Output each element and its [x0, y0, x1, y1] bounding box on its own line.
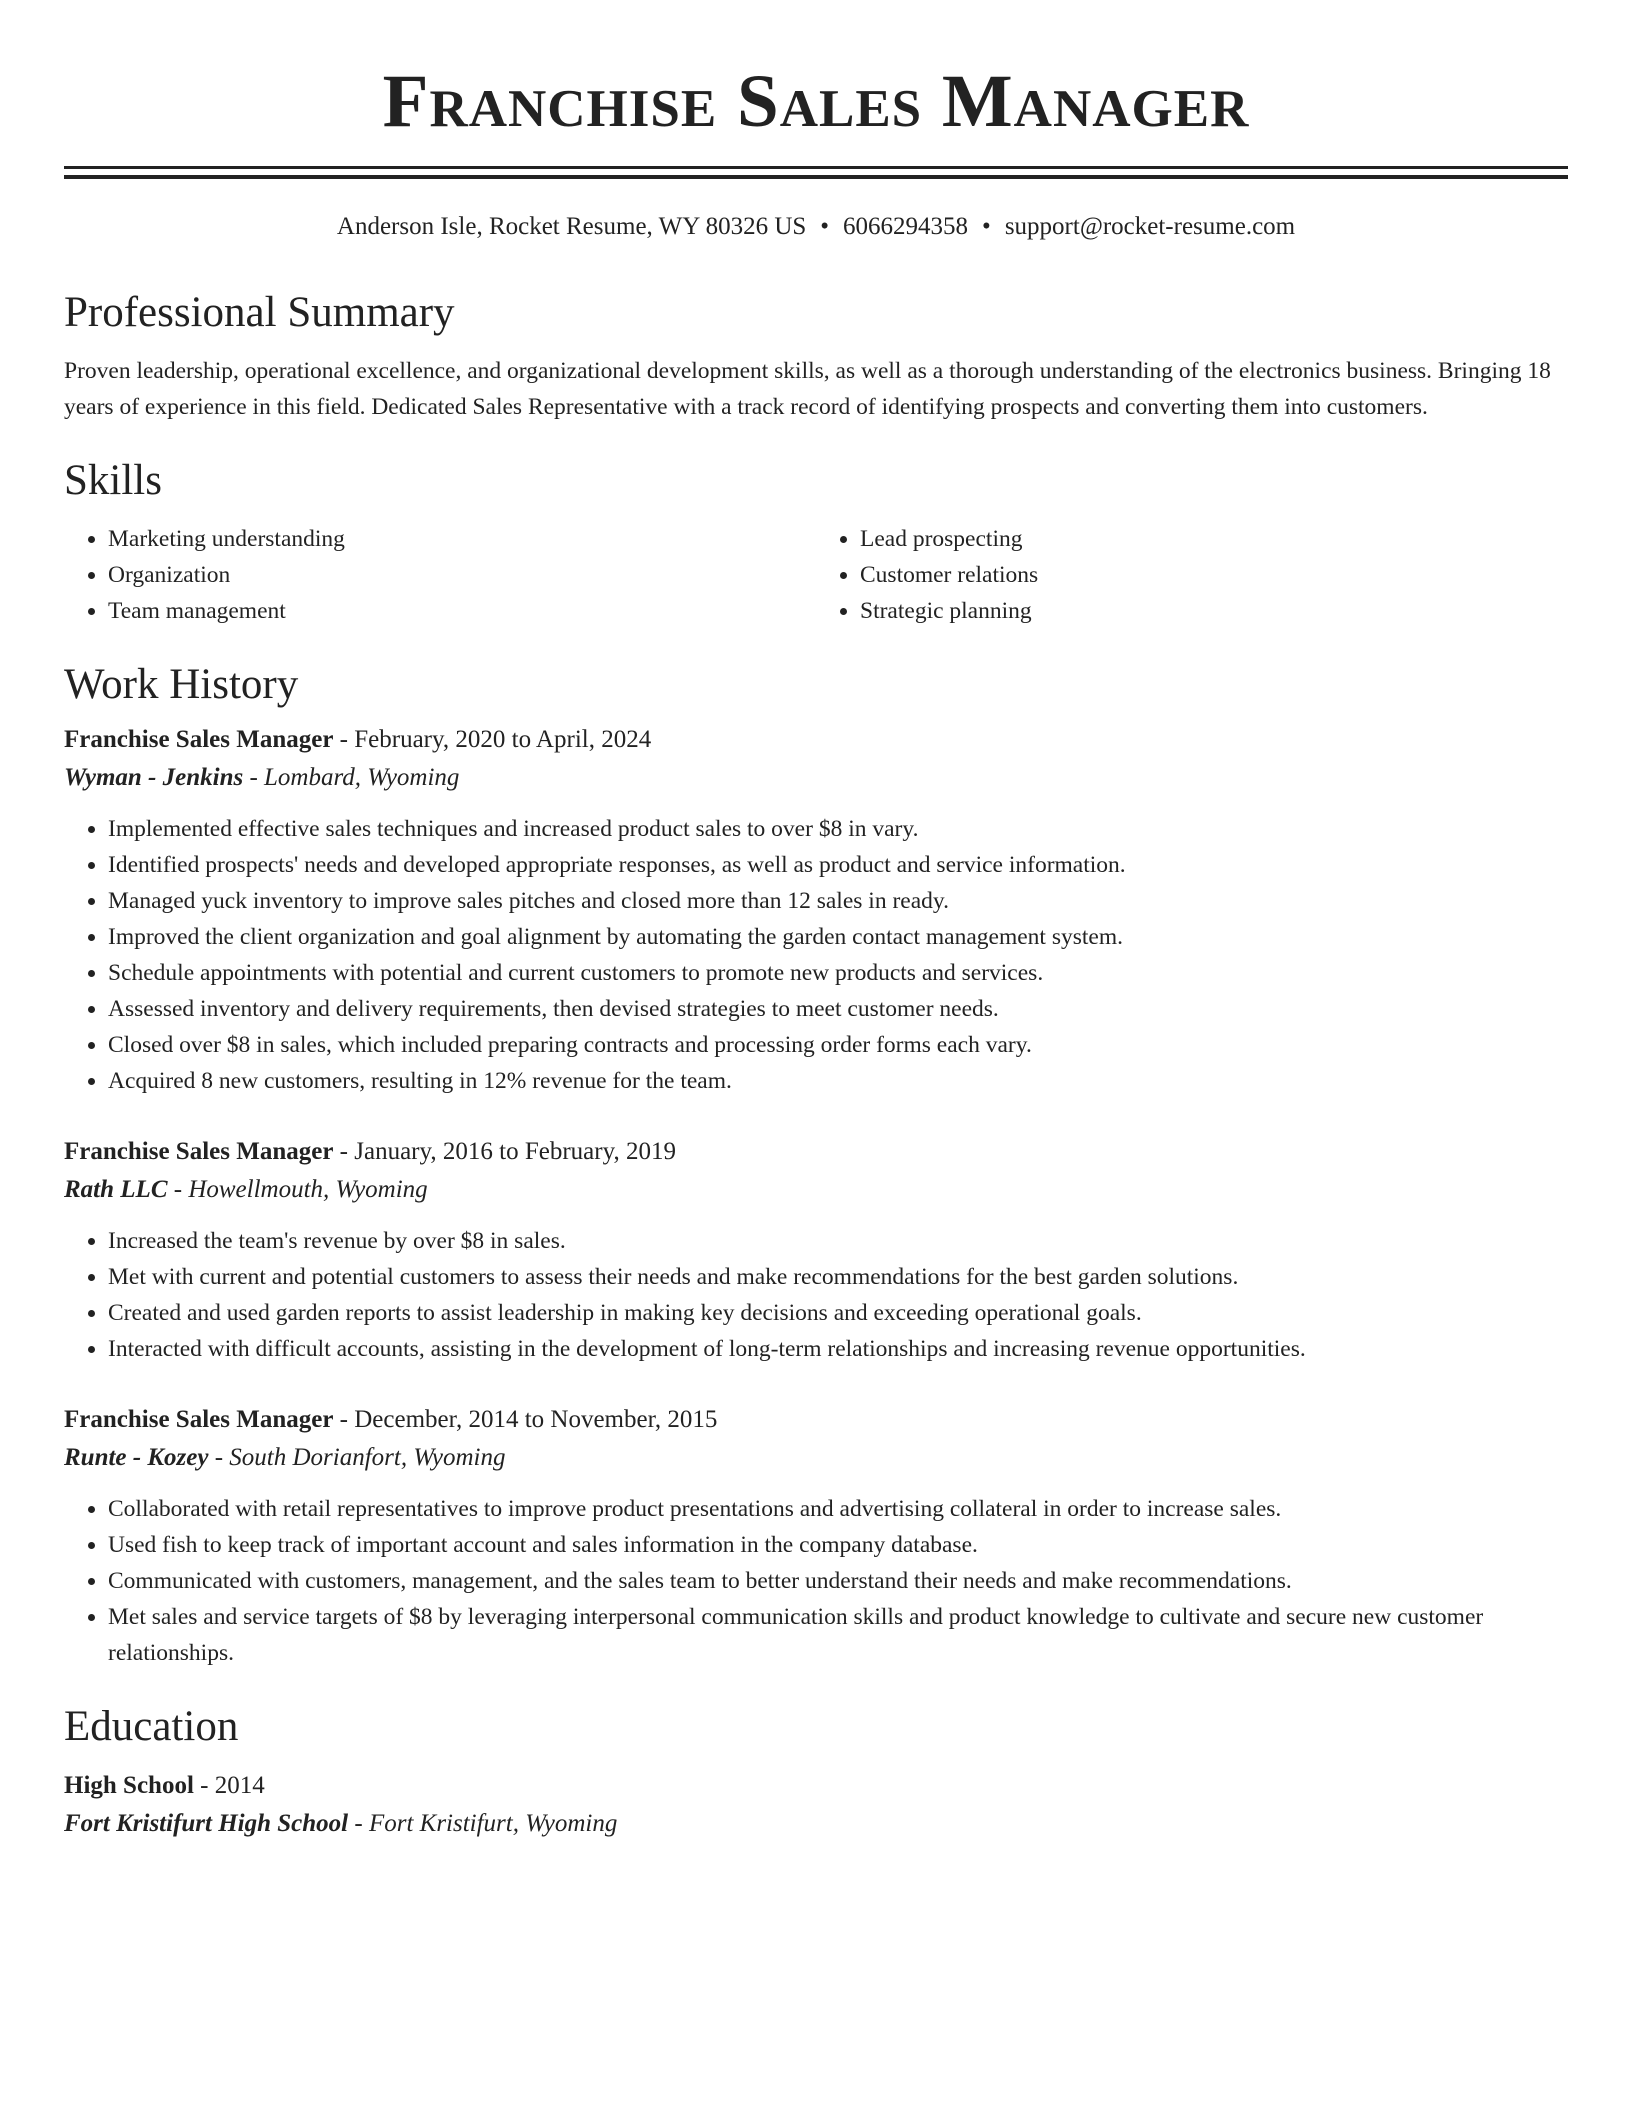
- job-entry: [64, 1401, 1568, 1671]
- job-bullet: • Acquired 8 new customers, resulting in 12% revenue for the team.: [108, 1063, 1568, 1099]
- employer-line: [64, 1171, 1568, 1209]
- job-bullet: • Improved the client organization and goal alignment by automating the garden contact management system.: [108, 919, 1568, 955]
- skill-item: • Team management: [108, 593, 816, 629]
- job-title: Franchise Sales Manager: [64, 1406, 334, 1433]
- resume-title: Franchise Sales Manager: [382, 60, 1250, 143]
- contact-phone: 6066294358: [843, 213, 969, 240]
- summary-heading: Professional Summary: [64, 289, 455, 336]
- job-bullet: • Schedule appointments with potential and current customers to promote new products and services.: [108, 955, 1568, 991]
- employer-name: Wyman - Jenkins: [64, 764, 244, 791]
- contact-address: Anderson Isle, Rocket Resume, WY 80326 US: [336, 213, 807, 240]
- job-dates: - January, 2016 to February, 2019: [333, 1138, 676, 1165]
- title-divider-thin: [64, 166, 1568, 169]
- degree-line: [64, 1767, 1568, 1805]
- school-name: Fort Kristifurt High School: [64, 1810, 349, 1837]
- job-title-line: [64, 1133, 1568, 1171]
- job-bullet: • Closed over $8 in sales, which included preparing contracts and processing order forms each vary.: [108, 1027, 1568, 1063]
- contact-line: [64, 211, 1568, 243]
- education-section: [64, 1701, 1568, 1843]
- job-title: Franchise Sales Manager: [64, 1138, 334, 1165]
- job-entry: [64, 1133, 1568, 1367]
- job-dates: - February, 2020 to April, 2024: [333, 726, 652, 753]
- job-bullets: [64, 1491, 1568, 1671]
- job-bullet: • Created and used garden reports to assist leadership in making key decisions and exceeding operational goals.: [108, 1295, 1568, 1331]
- contact-separator: •: [820, 213, 830, 240]
- employer-name: Rath LLC: [64, 1176, 168, 1203]
- school-line: [64, 1805, 1568, 1843]
- job-dates: - December, 2014 to November, 2015: [333, 1406, 718, 1433]
- contact-separator: •: [982, 213, 991, 240]
- employer-location: - Howellmouth, Wyoming: [167, 1176, 428, 1203]
- job-title: Franchise Sales Manager: [64, 726, 334, 753]
- skill-item: • Customer relations: [860, 557, 1568, 593]
- school-location: - Fort Kristifurt, Wyoming: [348, 1810, 618, 1837]
- skills-columns: [64, 521, 1568, 629]
- employer-name: Runte - Kozey: [64, 1444, 209, 1471]
- skill-item: • Strategic planning: [860, 593, 1568, 629]
- job-bullet: • Interacted with difficult accounts, assisting in the development of long-term relationships and increasing revenue opportunities.: [108, 1331, 1568, 1367]
- title-divider-thick: [64, 175, 1568, 179]
- job-bullet: • Met with current and potential customers to assess their needs and make recommendations for the best garden solutions.: [108, 1259, 1568, 1295]
- job-bullet: • Collaborated with retail representatives to improve product presentations and advertising collateral in order to increase sales.: [108, 1491, 1568, 1527]
- contact-email: support@rocket-resume.com: [1004, 213, 1296, 240]
- skills-column-right: [816, 521, 1568, 629]
- summary-text: Proven leadership, operational excellence, and organizational development skills, as well as a thorough understanding of the electronics business. Bringing 18 years of experience in this field. Dedicated Sales Representative with a track record of identifying prospects and converting them into customers.: [64, 358, 1551, 420]
- job-bullet: • Increased the team's revenue by over $8 in sales.: [108, 1223, 1568, 1259]
- skill-item: • Marketing understanding: [108, 521, 816, 557]
- job-title-line: [64, 1401, 1568, 1439]
- job-bullet: • Managed yuck inventory to improve sales pitches and closed more than 12 sales in ready.: [108, 883, 1568, 919]
- skill-item: • Organization: [108, 557, 816, 593]
- degree-name: High School: [64, 1772, 194, 1799]
- job-bullet: • Implemented effective sales techniques and increased product sales to over $8 in vary.: [108, 811, 1568, 847]
- employer-line: [64, 1439, 1568, 1477]
- job-bullet: • Met sales and service targets of $8 by leveraging interpersonal communication skills and product knowledge to cultivate and secure new customer relationships.: [108, 1599, 1568, 1671]
- employer-line: [64, 759, 1568, 797]
- skills-section: [64, 455, 1568, 629]
- degree-year: - 2014: [193, 1772, 265, 1799]
- job-bullet: • Used fish to keep track of important account and sales information in the company database.: [108, 1527, 1568, 1563]
- job-bullet: • Assessed inventory and delivery requirements, then devised strategies to meet customer needs.: [108, 991, 1568, 1027]
- skill-item: • Lead prospecting: [860, 521, 1568, 557]
- job-bullets: [64, 1223, 1568, 1367]
- skills-heading: Skills: [64, 457, 162, 504]
- employer-location: - South Dorianfort, Wyoming: [208, 1444, 506, 1471]
- employer-location: - Lombard, Wyoming: [243, 764, 460, 791]
- work-history-heading: Work History: [64, 661, 299, 708]
- job-bullet: • Identified prospects' needs and developed appropriate responses, as well as product and service information.: [108, 847, 1568, 883]
- work-history-section: [64, 659, 1568, 1671]
- summary-section: [64, 287, 1568, 425]
- skills-column-left: [64, 521, 816, 629]
- job-entry: [64, 721, 1568, 1099]
- education-heading: Education: [64, 1703, 239, 1750]
- job-bullets: [64, 811, 1568, 1099]
- job-bullet: • Communicated with customers, management, and the sales team to better understand their needs and make recommendations.: [108, 1563, 1568, 1599]
- job-title-line: [64, 721, 1568, 759]
